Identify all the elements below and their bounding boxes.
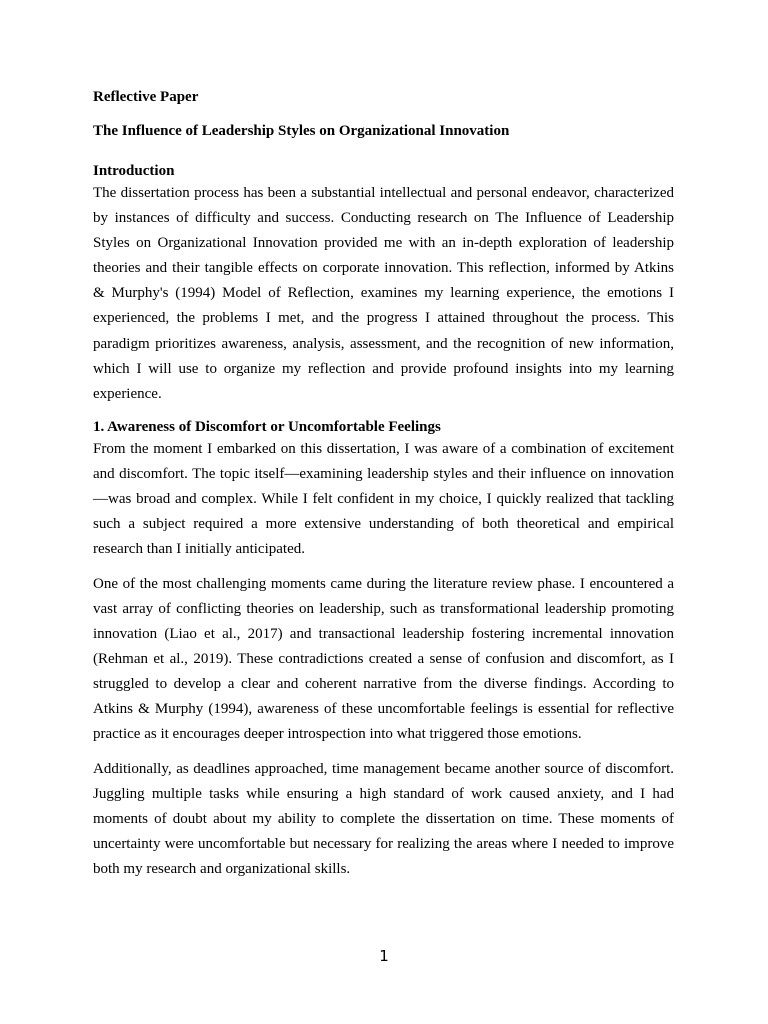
paragraph: Additionally, as deadlines approached, time management became another source of discomfort. Juggling multiple tasks while ensuring a high standard of work caused anxiety, and I had moments of doubt about my ability to complete the dissertation on time. These moments of uncertainty were uncomfortable but necessary for realizing the areas where I needed to improve both my research and organizational skills. xyxy=(93,760,674,878)
paragraph: From the moment I embarked on this dissertation, I was aware of a combination of excitement and discomfort. The topic itself—examining leadership styles and their influence on innovation—was broad and complex. While I felt confident in my choice, I quickly realized that tackling such a subject required a more extensive understanding of both theoretical and empirical research than I initially anticipated. xyxy=(93,440,674,558)
section-heading: Introduction xyxy=(93,163,175,179)
section-awareness xyxy=(93,417,674,883)
page-number: 1 xyxy=(379,947,389,965)
section-heading: 1. Awareness of Discomfort or Uncomfortable Feelings xyxy=(93,418,441,435)
paragraph: One of the most challenging moments came during the literature review phase. I encountered a vast array of conflicting theories on leadership, such as transformational leadership promoting innovation (Liao et al., 2017) and transactional leadership fostering incremental innovation (Rehman et al., 2019). These contradictions created a sense of confusion and discomfort, as I struggled to develop a clear and coherent narrative from the diverse findings. According to Atkins & Murphy (1994), awareness of these uncomfortable feelings is essential for reflective practice as it encourages deeper introspection into what triggered those emotions. xyxy=(93,575,674,743)
document-type-label: Reflective Paper xyxy=(93,89,199,105)
section-introduction xyxy=(93,161,674,407)
document-title: The Influence of Leadership Styles on Organizational Innovation xyxy=(93,123,510,139)
paragraph: The dissertation process has been a substantial intellectual and personal endeavor, characterized by instances of difficulty and success. Conducting research on The Influence of Leadership Styles on Organizational Innovation provided me with an in-depth exploration of leadership theories and their tangible effects on corporate innovation. This reflection, informed by Atkins & Murphy's (1994) Model of Reflection, examines my learning experience, the emotions I experienced, the problems I met, and the progress I attained throughout the process. This paradigm prioritizes awareness, analysis, assessment, and the recognition of new information, which I will use to organize my reflection and provide profound insights into my learning experience. xyxy=(93,185,674,402)
document-page xyxy=(93,87,674,882)
